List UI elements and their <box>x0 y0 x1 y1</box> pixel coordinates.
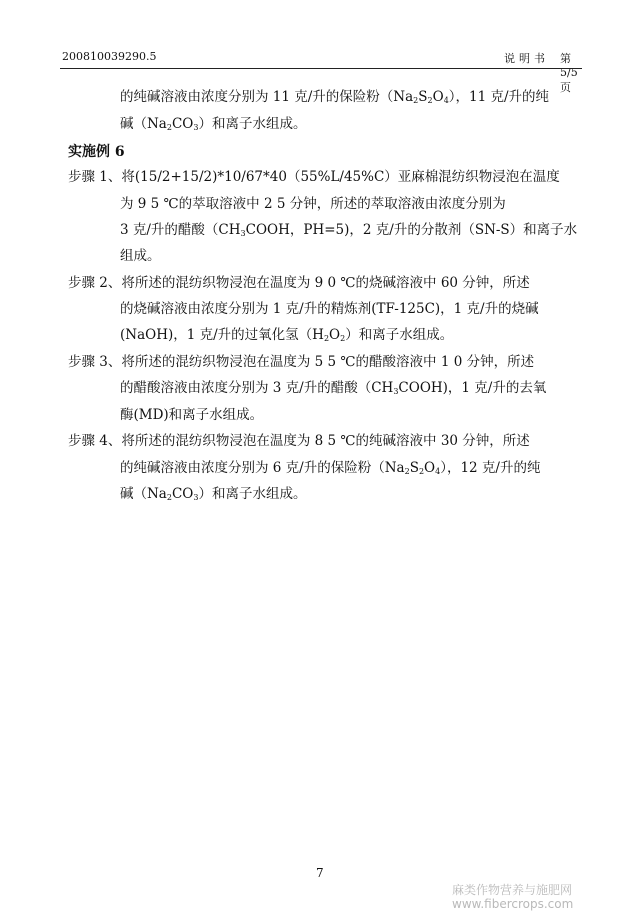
page-label: 第5/5页 <box>560 52 578 94</box>
page-number: 7 <box>316 866 324 880</box>
carryover-line-1: 的纯碱溶液由浓度分别为 11 克/升的保险粉$(Na_2S_2O_4)$，11 克/升的纯 <box>120 89 550 105</box>
step2-line-3: (NaOH)，1 克/升的过氧化氢$(H_2O_2)$和离子水组成。 <box>120 327 454 343</box>
step3-line-3: 酶(MD)和离子水组成。 <box>120 407 264 423</box>
watermark-line-2: www.fibercrops.com <box>452 896 574 911</box>
step4-line-1: 步骤 4、将所述的混纺织物浸泡在温度为 8 5 ℃的纯碱溶液中 30 分钟，所述 <box>68 433 530 449</box>
application-number: 200810039290.5 <box>62 50 157 63</box>
step3-line-1: 步骤 3、将所述的混纺织物浸泡在温度为 5 5 ℃的醋酸溶液中 1 0 分钟，所述 <box>68 354 535 370</box>
step1-line-3: 3 克/升的醋酸（$CH_3COOH$，PH=5)，2 克/升的分散剂（SN-S）和离子水 <box>120 222 578 238</box>
step1-line-2: 为 9 5 ℃的萃取溶液中 2 5 分钟，所述的萃取溶液由浓度分别为 <box>120 196 506 212</box>
carryover-line-2: 碱$(Na_2CO_3)$和离子水组成。 <box>120 116 307 132</box>
watermark-line-1: 麻类作物营养与施肥网 <box>452 883 573 897</box>
header-divider <box>60 68 582 69</box>
step2-line-2: 的烧碱溶液由浓度分别为 1 克/升的精炼剂(TF-125C)，1 克/升的烧碱 <box>120 301 539 317</box>
step4-line-2: 的纯碱溶液由浓度分别为 6 克/升的保险粉$(Na_2S_2O_4)$，12 克/升的纯 <box>120 460 541 476</box>
watermark <box>452 884 573 912</box>
step4-line-3: 碱$(Na_2CO_3)$和离子水组成。 <box>120 486 307 502</box>
step2-line-1: 步骤 2、将所述的混纺织物浸泡在温度为 9 0 ℃的烧碱溶液中 60 分钟，所述 <box>68 275 530 291</box>
section-title: 实施例 6 <box>68 144 125 160</box>
document-type: 说明书 <box>504 52 549 65</box>
step3-line-2: 的醋酸溶液由浓度分别为 3 克/升的醋酸$(CH_3COOH)$，1 克/升的去氧 <box>120 380 547 396</box>
step1-line-1: 步骤 1、将(15/2+15/2)*10/67*40（55%L/45%C）亚麻棉混纺织物浸泡在温度 <box>68 169 560 185</box>
step1-line-4: 组成。 <box>120 248 161 264</box>
